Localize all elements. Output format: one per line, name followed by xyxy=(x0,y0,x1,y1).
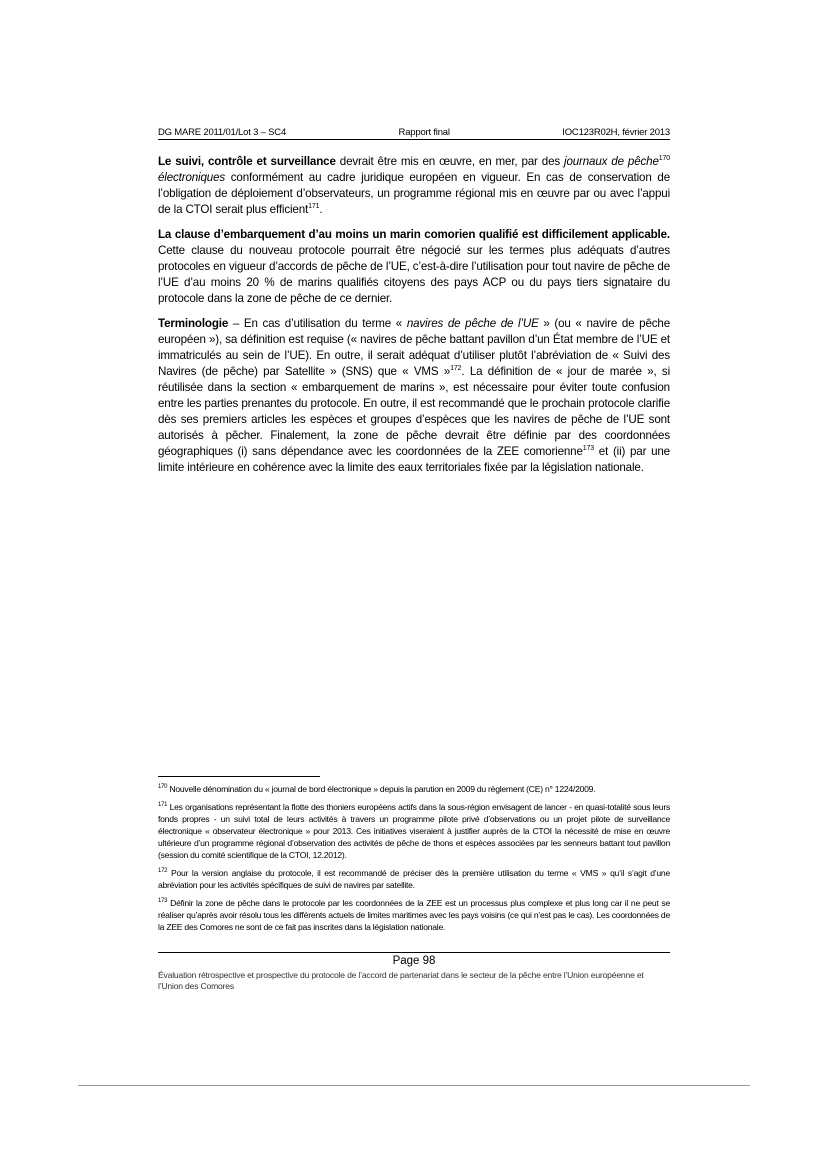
paragraph-text: » (ou « navire de pêche européen »), sa définition est requise (« navires de pêche battant pavillon d’un État membre de l’UE et immatriculés au sein de l’UE). En outre, il serait adéquat d’utiliser plutôt l’abréviation de « Suivi des Navires (de pêche) par Satellite » (SNS) que « VMS » xyxy=(158,317,670,378)
paragraph-italic: électroniques xyxy=(158,171,226,184)
running-header xyxy=(158,127,670,138)
paragraph-italic: navires de pêche de l’UE xyxy=(406,317,539,330)
footnote-text: Définir la zone de pêche dans le protocole par les coordonnées de la ZEE est un processus plus complexe et plus long car il ne peut se réaliser qu’après avoir résolu tous les différents actuels de limites maritimes avec les pays voisins (ce qui n’est pas le cas). Les coordonnées de la ZEE des Comores ne sont de ce fait pas inscrites dans la législation nationale. xyxy=(158,898,670,932)
footnote-text: Les organisations représentant la flotte des thoniers européens actifs dans la sous-région envisagent de lancer - en quasi-totalité sous leurs fonds propres - un suivi total de leurs activités à travers un programme pilote privé d’observations ou un projet pilote de surveillance électronique « observateur électronique » pour 2013. Ces initiatives viseraient à justifier auprès de la CTOI la nécessité de mise en œuvre ultérieure d’un programme régional d’observation des activités de pêche de thons et espèces associées par les senneurs battant tout pavillon (session du comité scientifique de la CTOI, 12.2012). xyxy=(158,802,670,860)
footnote-number: 172 xyxy=(158,868,168,875)
paragraph-text: et (ii) par une limite intérieure en cohérence avec la limite des eaux territoriales fixée par la législation nationale. xyxy=(158,445,670,474)
paragraph-lead: La clause d’embarquement d’au moins un marin comorien qualifié est difficilement applicable. xyxy=(158,228,670,241)
paragraph-lead: Le suivi, contrôle et surveillance xyxy=(158,155,336,168)
paragraph-lead: Terminologie xyxy=(158,317,229,330)
body-text xyxy=(158,154,670,485)
footnote-number: 173 xyxy=(158,898,168,905)
footnote xyxy=(158,867,670,891)
paragraph-italic: journaux de pêche xyxy=(564,155,659,168)
paragraph-text: – En cas d’utilisation du terme « xyxy=(228,317,407,330)
footnotes xyxy=(158,783,670,939)
paragraph-monitoring xyxy=(158,154,670,218)
paragraph-text: conformément au cadre juridique européen en vigueur. En cas de conservation de l’obligation de déploiement d’observateurs, un programme régional mis en œuvre par ou avec l’appui de la CTOI serait plus efficient xyxy=(158,171,670,216)
footnote-ref-173[interactable]: 173 xyxy=(582,445,595,453)
paragraph-text: devrait être mis en œuvre, en mer, par des xyxy=(335,155,565,168)
footnote-text: Pour la version anglaise du protocole, il est recommandé de préciser dès la première utilisation du terme « VMS » qu’il s’agit d’une abréviation pour les activités spécifiques de suivi de navires par satellite. xyxy=(158,868,670,890)
footnote-ref-170[interactable]: 170 xyxy=(658,155,670,163)
footnote-separator xyxy=(158,776,320,777)
footnote-number: 171 xyxy=(158,802,168,809)
header-report-type: Rapport final xyxy=(398,127,450,138)
page-bottom-divider xyxy=(78,1085,750,1086)
paragraph-text: . xyxy=(319,203,323,216)
footnote-ref-172[interactable]: 172 xyxy=(450,365,462,373)
paragraph-text: . La définition de « jour de marée », si réutilisée dans la section « embarquement de marins », est nécessaire pour éviter toute confusion entre les parties prenantes du protocole. En outre, il est recommandé que le prochain protocole clarifie dès ses premiers articles les espèces et groupes d’espèces que les navires de pêche de l’UE sont autorisés à pêcher. Finalement, la zone de pêche devrait être définie par des coordonnées géographiques (i) sans dépendance avec les coordonnées de la ZEE comorienne xyxy=(158,365,670,458)
footer-rule xyxy=(158,952,670,953)
header-doc-code: IOC123R02H, février 2013 xyxy=(562,127,670,138)
footnote xyxy=(158,801,670,861)
footnote-number: 170 xyxy=(158,784,168,791)
page-number: Page 98 xyxy=(392,955,436,967)
footnote-ref-171[interactable]: 171 xyxy=(308,203,320,211)
paragraph-text: Cette clause du nouveau protocole pourrait être négocié sur les termes plus adéquats d’autres protocoles en vigueur d’accords de pêche de l’UE, c’est-à-dire l’utilisation pour tout navire de pêche de l’UE d’au moins 20 % de marins qualifiés citoyens des pays ACP ou du pays tiers signataire du protocole dans la zone de pêche de ce dernier. xyxy=(158,244,670,305)
footnote xyxy=(158,783,670,795)
paragraph-terminology xyxy=(158,316,670,476)
header-rule xyxy=(158,139,670,140)
paragraph-boarding-clause xyxy=(158,227,670,307)
header-reference: DG MARE 2011/01/Lot 3 – SC4 xyxy=(158,127,287,138)
footnote-text: Nouvelle dénomination du « journal de bord électronique » depuis la parution en 2009 du règlement (CE) n° 1224/2009. xyxy=(167,784,596,794)
footer-document-title: Évaluation rétrospective et prospective du protocole de l’accord de partenariat dans le secteur de la pêche entre l’Union européenne et l’Union des Comores xyxy=(158,970,644,991)
footnote xyxy=(158,897,670,933)
